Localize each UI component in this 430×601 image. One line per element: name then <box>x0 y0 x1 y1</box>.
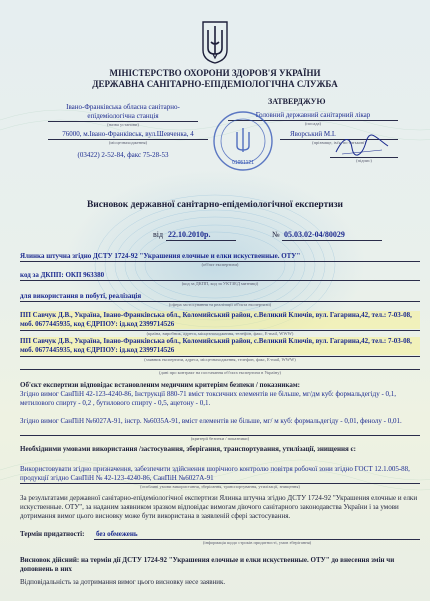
approval-name: Яворський М.І. <box>290 130 336 138</box>
product-use: для використання в побуті, реалізація <box>20 292 142 300</box>
product-name-caption: (об'єкт експертизи) <box>201 262 239 267</box>
trident-emblem-icon <box>200 20 230 64</box>
date-label: від <box>153 230 164 239</box>
station-phone: (03422) 2-52-84, факс 75-28-53 <box>77 151 169 159</box>
applicant-text: ПП Савчук Д.В., Україна, Івано-Франківська обл., Коломийський район, с.Великий Ключів, вул. Гагарина,42, тел.: 7-03-08, моб. 0677445935, код ЄДРПОУ: ід.код 2399714526 <box>20 337 420 355</box>
approval-position-caption: (посада) <box>304 121 322 126</box>
contract-caption: (дані про контракт на постачання об'єкта експертизи в Україну) <box>159 370 281 375</box>
document-date: 22.10.2010р. <box>168 230 211 239</box>
conclusion-text: За результатами державної санітарно-епідеміологічної експертизи Ялинка штучна згідно ДСТУ 1724-92 "Украшения елочные и елки искуственные. ОТУ", за наданим заявником зразком відповідає вимогам діючого санітарного законодавства України і за умови дотримання вимог цього висновку може бути використана в заявленій сфері застосування. <box>20 494 418 520</box>
approval-position: Головний державний санітарний лікар <box>255 111 371 119</box>
valid-text: Висновок дійсний: на термін дії ДСТУ 1724-92 "Украшения елочные и елки искуственные. ОТУ" до внесення змін чи доповнень в них <box>20 556 395 573</box>
station-address-caption: (місцезнаходження) <box>108 140 148 145</box>
criteria-heading: Об'єкт експертизи відповідає встановленим медичним критеріям безпеки / показникам: <box>20 381 300 389</box>
manufacturer-caption: (країна, виробник, адреса, місцезнаходження, телефон, факс, E-mail, WWW) <box>146 331 294 336</box>
criteria-line2: Згідно вимог СанПіН №6027А-91, інстр. №6035А-91, вміст елементів не більше, мг/ м куб: формальдегіду - 0,01, фенолу - 0,01. <box>20 417 402 425</box>
validity-label: Термін придатності: <box>20 530 85 538</box>
responsibility-text: Відповідальність за дотримання вимог цього висновку несе заявник. <box>20 578 226 586</box>
product-code: код за ДКПП: ОКП 963380 <box>20 271 105 279</box>
document-title: Висновок державної санітарно-епідеміологічної експертизи <box>86 200 344 210</box>
validity-caption: (інформація щодо строків придатності, умов зберігання) <box>202 540 312 545</box>
product-use-caption: (сфера застосування та реалізації об'єкта експертизи) <box>168 302 272 307</box>
product-name: Ялинка штучна згідно ДСТУ 1724-92 "Украшения елочные и елки искуственные. ОТУ" <box>20 252 301 260</box>
manufacturer-text: ПП Савчук Д.В., Україна, Івано-Франківська обл., Коломийський район, с.Великий Ключів, вул. Гагарина,42, тел.: 7-03-08, моб. 0677445935, код ЄДРПОУ: ід.код 2399714526 <box>20 311 420 329</box>
conditions-caption: (особливі умови використання, зберігання, транспортування, утилізації, знищення) <box>140 484 300 489</box>
conditions-heading: Необхідними умовами використання /застосування, зберігання, транспортування, утилізації, знищення є: <box>20 445 356 453</box>
service-title: ДЕРЖАВНА САНІТАРНО-ЕПІДЕМІОЛОГІЧНА СЛУЖБА <box>92 79 338 89</box>
applicant-caption: (заявник експертизи, адреса, місцезнаходження, телефон, факс, E-mail, WWW) <box>144 357 296 362</box>
signature-icon <box>332 132 392 158</box>
conditions-text: Використовувати згідно призначення, забезпечити здійснення шорічного контролю повітря робочої зони згідно ГОСТ 12.1.005-88, продукції згідно СанПіН № 42-123-4240-86, СанПіН №6027А-91 <box>20 465 410 482</box>
criteria-caption: (критерії безпеки / показники) <box>190 436 250 441</box>
product-code-caption: (код за ДКПП, код за УКТЗЕД митниці) <box>181 281 259 286</box>
station-name-line1: Івано-Франківська обласна санітарно- <box>66 103 180 111</box>
approval-title: ЗАТВЕРДЖУЮ <box>268 97 326 106</box>
criteria-line1: Згідно вимог СанПіН 42-123-4240-86, Інструкції 880-71 вміст токсичних елементів не більше, мг/дм куб: формальдегіду - 0,1, метилового спирту - 0,2 , бутилового спирту - 0,5, ацетону - 0,1. <box>20 390 397 407</box>
document-number: 05.03.02-04/80029 <box>284 230 345 239</box>
validity-value: без обмежень <box>96 530 138 538</box>
station-name-line2: епідеміологічна станція <box>87 112 159 120</box>
stamp-id: 01051121 <box>232 160 254 166</box>
station-address: 76000, м.Івано-Франківськ, вул.Шевченка, 4 <box>62 130 194 138</box>
approval-name-caption: (прізвище, ім'я, по батькові) <box>312 140 366 145</box>
number-label: № <box>272 230 280 239</box>
station-name-caption: (назва установи) <box>107 122 139 127</box>
ministry-title: МІНІСТЕРСТВО ОХОРОНИ ЗДОРОВ'Я УКРАЇНИ <box>109 68 321 78</box>
official-stamp-icon <box>212 110 274 172</box>
signature-caption: (підпис) <box>356 158 372 163</box>
